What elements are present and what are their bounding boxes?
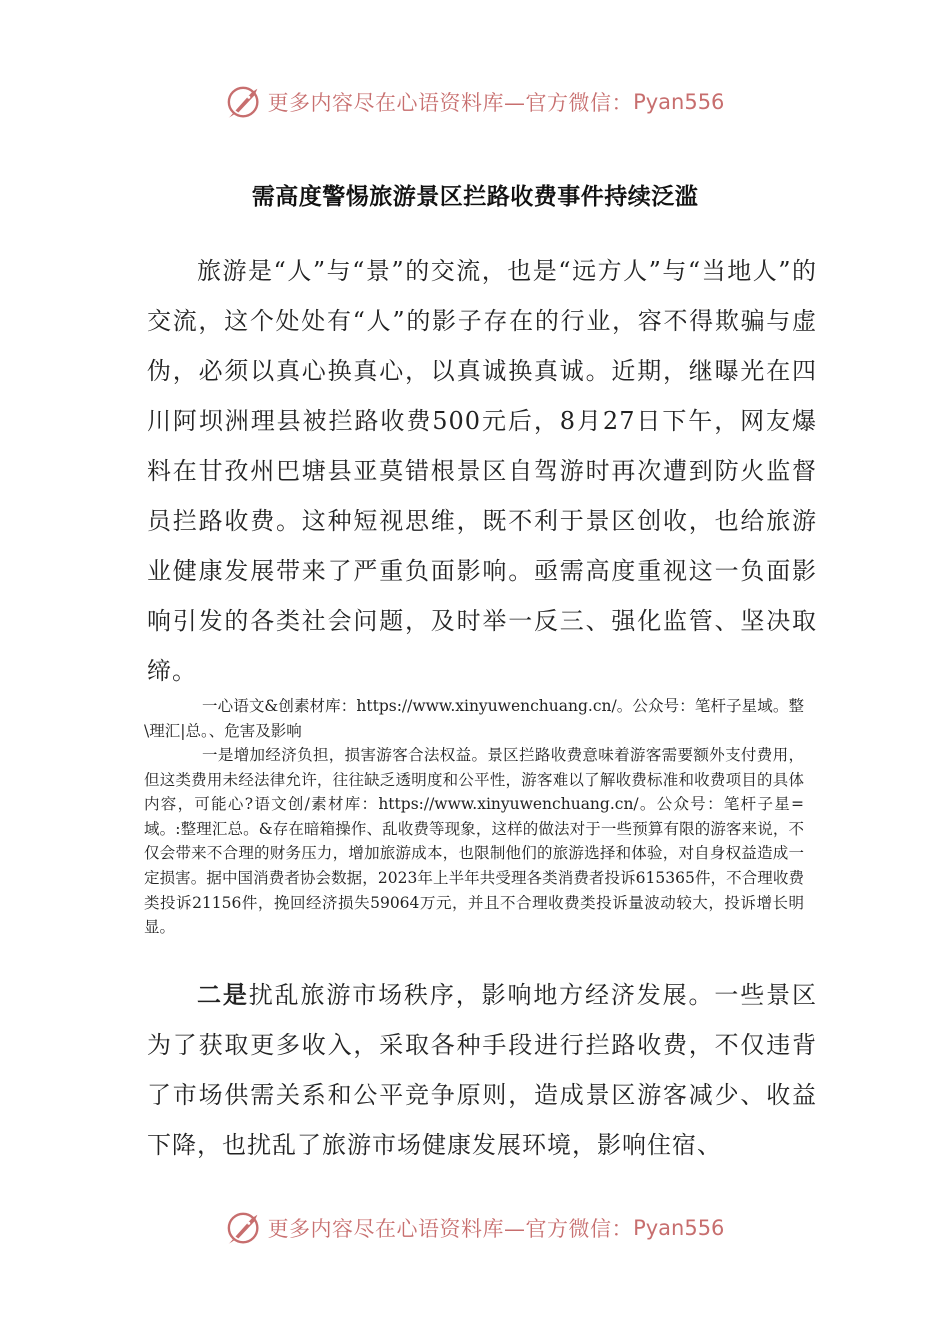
banner-text: 更多内容尽在心语资料库—官方微信： — [267, 1217, 634, 1241]
footer-banner — [0, 1206, 950, 1250]
point-one-paragraph: 一是增加经济负担，损害游客合法权益。景区拦路收费意味着游客需要额外支付费用，但这类费用未经法律允许，往往缺乏透明度和公平性，游客难以了解收费标准和收费项目的具体内容，可能心?语文创/素材库：https://www.xinyuwenchuang.cn/。公众号：笔杆子星=域。:整理汇总。&存在暗箱操作、乱收费等现象，这样的做法对于一些预算有限的游客来说，不仅会带来不合理的财务压力，增加旅游成本，也限制他们的旅游选择和体验，对自身权益造成一定损害。据中国消费者协会数据，2023年上半年共受理各类消费者投诉615365件，不合理收费类投诉21156件，挽回经济损失59064万元，并且不合理收费类投诉量波动较大，投诉增长明显。 — [144, 746, 804, 937]
point-two-body: 扰乱旅游市场秩序，影响地方经济发展。一些景区为了获取更多收入，采取各种手段进行拦路收费，不仅违背了市场供需关系和公平竞争原则，造成景区游客减少、收益下降，也扰乱了旅游市场健康发展环境，影响住宿、 — [147, 981, 818, 1159]
note-line: 一心语文&创素材库：https://www.xinyuwenchuang.cn/。公众号：笔杆子星域。整\理汇|总。、危害及影响 — [144, 697, 804, 740]
point-two-paragraph — [147, 970, 817, 1170]
intro-paragraph: 旅游是“人”与“景”的交流，也是“远方人”与“当地人”的交流，这个处处有“人”的影子存在的行业，容不得欺骗与虚伪，必须以真心换真心，以真诚换真诚。近期，继曝光在四川阿坝洲理县被拦路收费500元后，8月27日下午，网友爆料在甘孜州巴塘县亚莫错根景区自驾游时再次遭到防火监督员拦路收费。这种短视思维，既不利于景区创收，也给旅游业健康发展带来了严重负面影响。亟需高度重视这一负面影响引发的各类社会问题，及时举一反三、强化监管、坚决取缔。 — [147, 257, 817, 685]
pen-nib-logo-icon — [226, 1209, 264, 1247]
banner-wechat-id: Pyan556 — [633, 1216, 725, 1240]
document-title: 需高度警惕旅游景区拦路收费事件持续泛滥 — [251, 184, 699, 210]
banner-text: 更多内容尽在心语资料库—官方微信： — [267, 91, 634, 115]
banner-wechat-id: Pyan556 — [633, 90, 725, 114]
pen-nib-logo-icon — [226, 83, 264, 121]
header-banner — [0, 80, 950, 124]
point-two-lead: 二是 — [197, 980, 249, 1009]
